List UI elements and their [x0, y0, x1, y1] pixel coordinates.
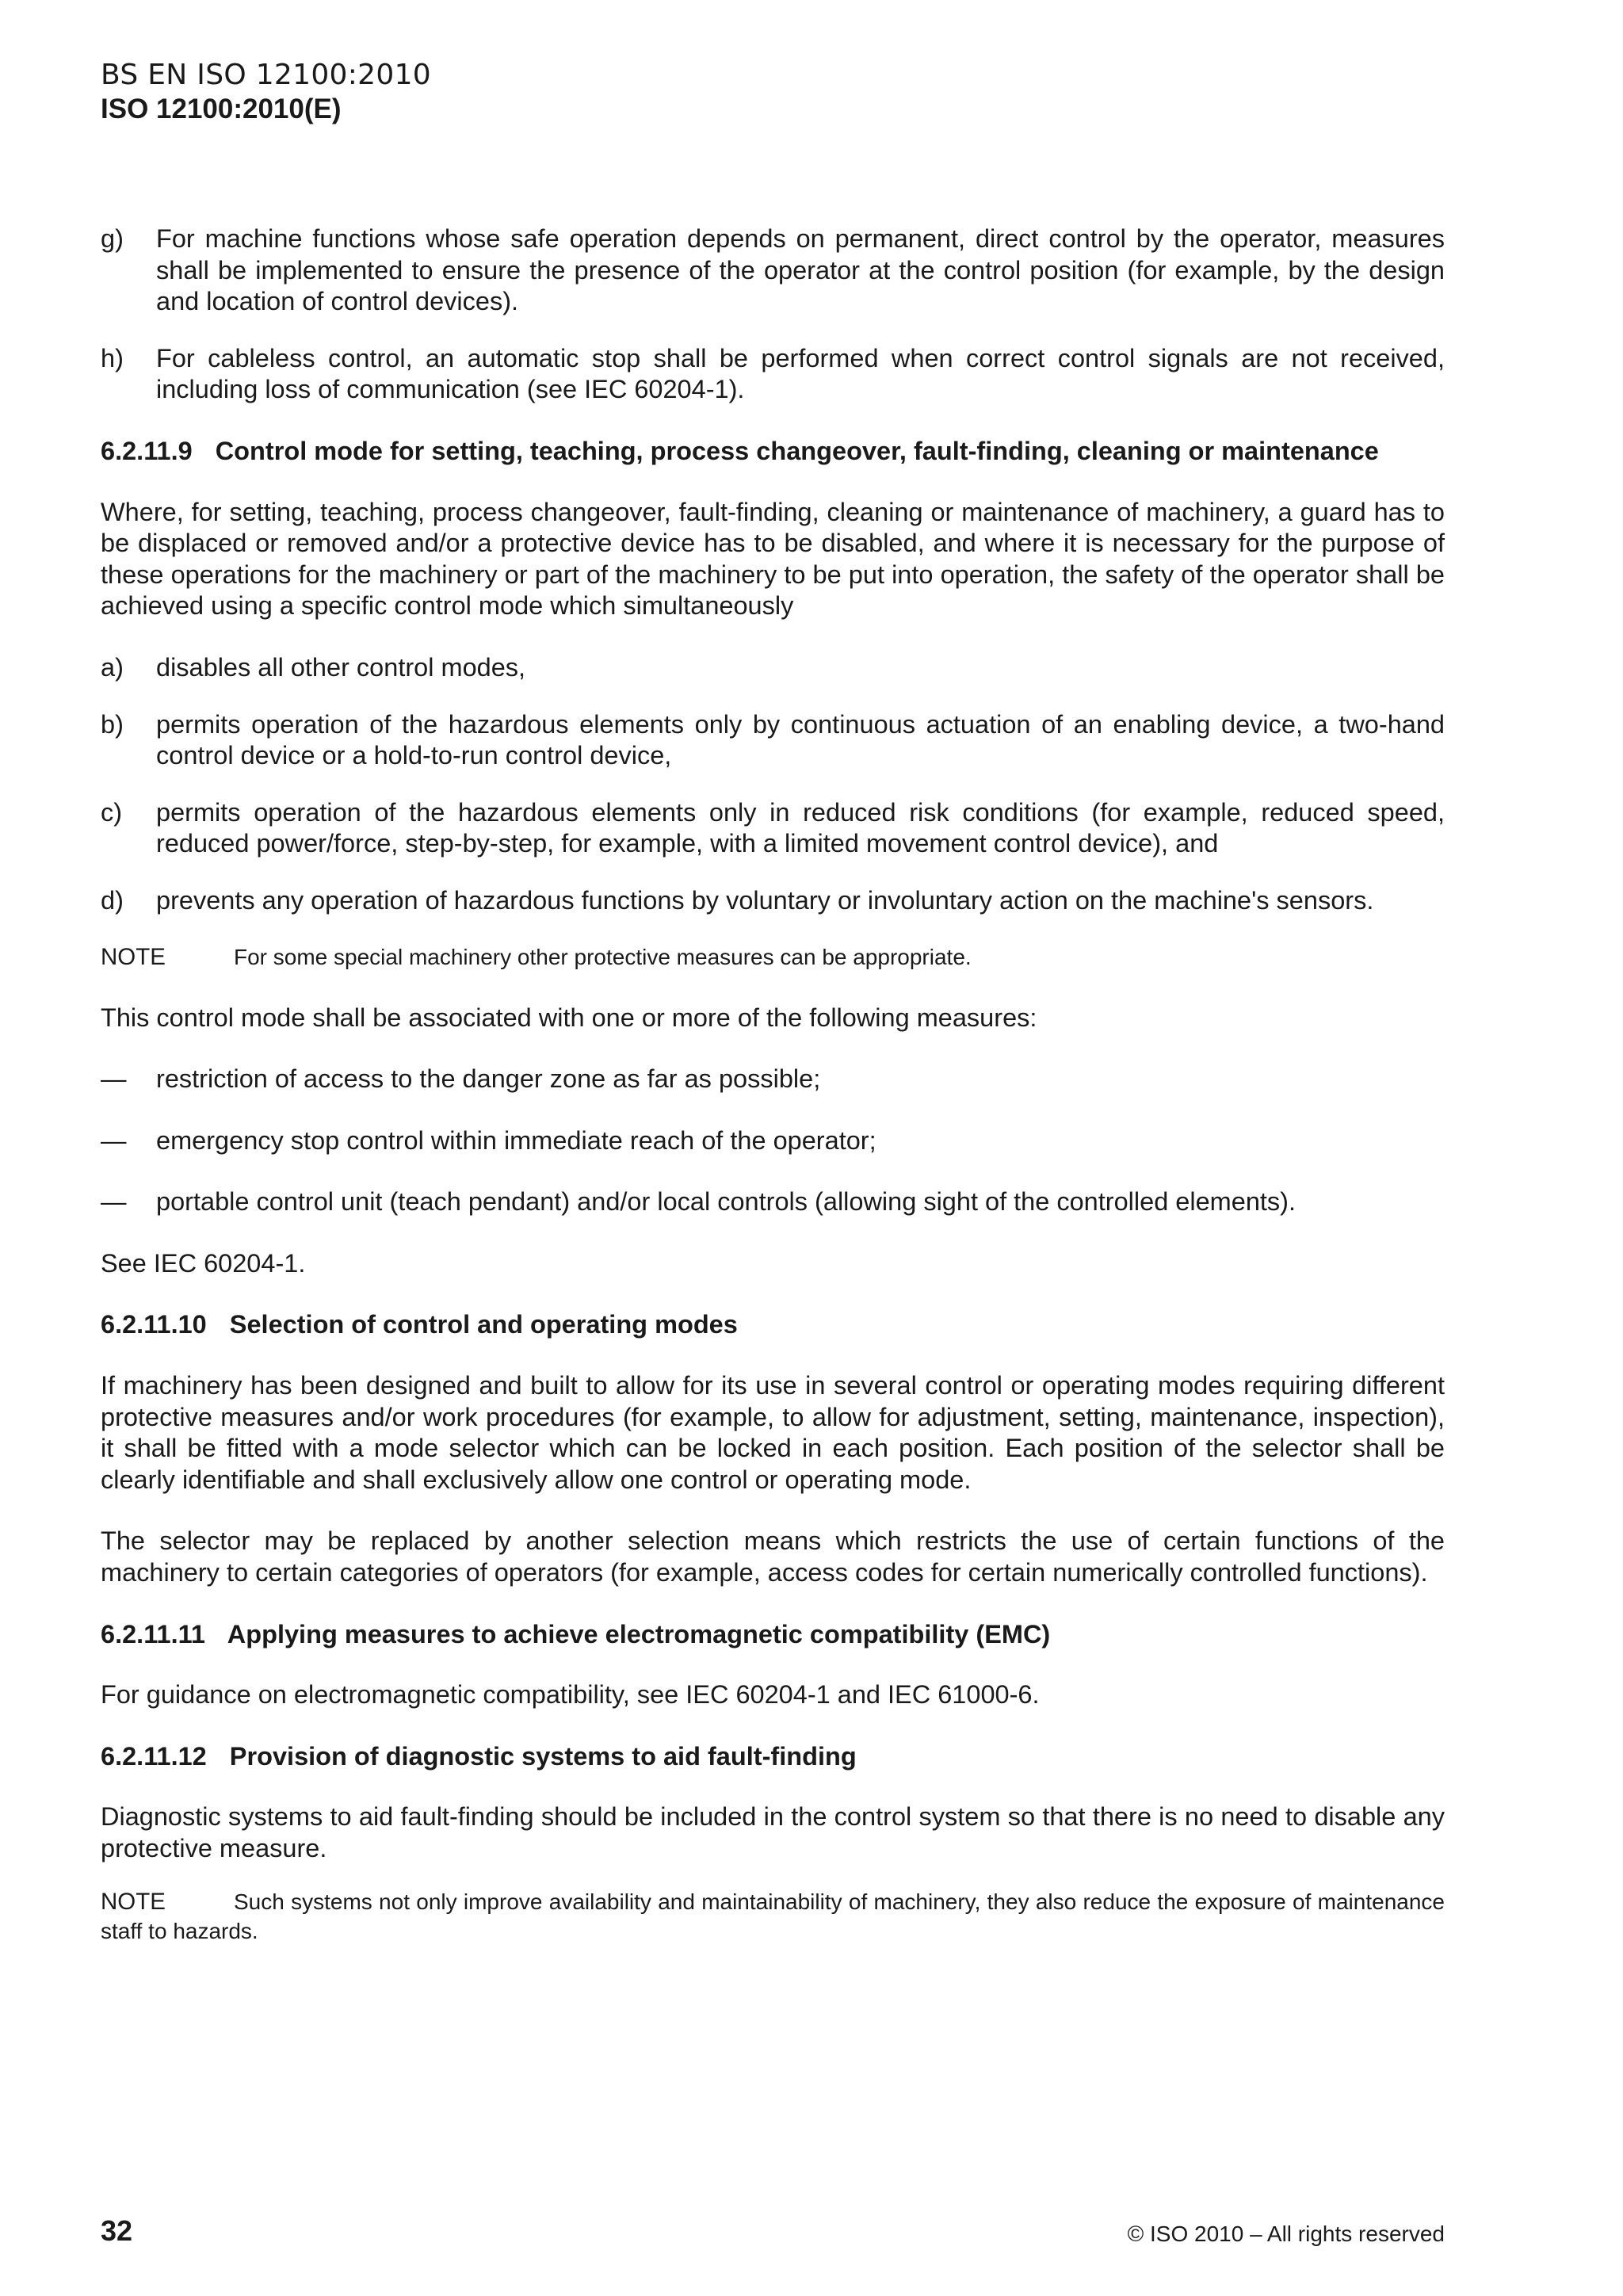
- section-intro-paragraph: Where, for setting, teaching, process changeover, fault-finding, cleaning or maintenance of machinery, a guard has to be displaced or removed and/or a protective device has to be disabled, and where it is necessary for the purpose of these operations for the machinery or part of the machinery to be put into operation, the safety of the operator shall be achieved using a specific control mode which simultaneously: [101, 497, 1445, 621]
- note: [101, 1887, 1445, 1946]
- section-title: Provision of diagnostic systems to aid fault-finding: [229, 1741, 857, 1771]
- section-title: Selection of control and operating modes: [229, 1310, 738, 1339]
- list-label: h): [101, 343, 124, 372]
- list-label: g): [101, 224, 124, 253]
- list-item-g: [101, 223, 1445, 318]
- measures-intro: This control mode shall be associated with one or more of the following measures:: [101, 1003, 1037, 1032]
- note-text: For some special machinery other protective measures can be appropriate.: [234, 944, 972, 969]
- section-number: 6.2.11.11: [101, 1619, 205, 1648]
- list-label: b): [101, 709, 124, 739]
- measure-text: emergency stop control within immediate reach of the operator;: [156, 1125, 876, 1155]
- paragraph: If machinery has been designed and built to allow for its use in several control or operating modes requiring different protective measures and/or work procedures (for example, to allow for adjustment, setting, maintenance, inspection), it shall be fitted with a mode selector which can be locked in each position. Each position of the selector shall be clearly identifiable and shall exclusively allow one control or operating mode.: [101, 1371, 1445, 1494]
- measure-item: [101, 1186, 1445, 1218]
- dash-bullet: —: [101, 1187, 127, 1217]
- paragraph: For guidance on electromagnetic compatibility, see IEC 60204-1 and IEC 61000-6.: [101, 1680, 1040, 1710]
- section-number: 6.2.11.12: [101, 1741, 207, 1771]
- note-text: Such systems not only improve availability and maintainability of machinery, they also reduce the exposure of maintenance staff to hazards.: [101, 1889, 1445, 1943]
- section-heading-6-2-11-11: [101, 1619, 1445, 1651]
- page-number: 32: [101, 2214, 133, 2247]
- section-title: Control mode for setting, teaching, process changeover, fault-finding, cleaning or maintenance: [215, 436, 1379, 465]
- note: [101, 942, 1445, 972]
- list-item-b: [101, 709, 1445, 772]
- list-text: prevents any operation of hazardous functions by voluntary or involuntary action on the machine's sensors.: [156, 885, 1374, 915]
- section-number: 6.2.11.10: [101, 1310, 207, 1339]
- section-heading-6-2-11-9: [101, 436, 1445, 468]
- paragraph: The selector may be replaced by another selection means which restricts the use of certain functions of the machinery to certain categories of operators (for example, access codes for certain numerically controlled functions).: [101, 1526, 1445, 1587]
- measure-text: portable control unit (teach pendant) and/or local controls (allowing sight of the controlled elements).: [156, 1187, 1296, 1217]
- note-tag: NOTE: [101, 943, 166, 970]
- section-title: Applying measures to achieve electromagnetic compatibility (EMC): [227, 1619, 1051, 1648]
- list-text: permits operation of the hazardous elements only in reduced risk conditions (for example, reduced speed, reduced power/force, step-by-step, for example, with a limited movement control device), and: [156, 797, 1445, 858]
- list-item-a: [101, 652, 1445, 684]
- list-text: For machine functions whose safe operation depends on permanent, direct control by the operator, measures shall be implemented to ensure the presence of the operator at the control position (for example, by the design and location of control devices).: [156, 224, 1445, 316]
- see-reference: See IEC 60204-1.: [101, 1248, 306, 1278]
- section-number: 6.2.11.9: [101, 436, 193, 465]
- list-label: a): [101, 652, 124, 682]
- measure-item: [101, 1064, 1445, 1095]
- dash-bullet: —: [101, 1125, 127, 1155]
- measure-text: restriction of access to the danger zone as far as possible;: [156, 1064, 821, 1094]
- list-text: For cableless control, an automatic stop shall be performed when correct control signals are not received, including loss of communication (see IEC 60204-1).: [156, 343, 1445, 404]
- section-heading-6-2-11-10: [101, 1309, 1445, 1341]
- list-item-h: [101, 343, 1445, 406]
- list-label: c): [101, 797, 123, 827]
- section-heading-6-2-11-12: [101, 1741, 1445, 1773]
- standard-reference-iso: ISO 12100:2010(E): [101, 94, 342, 124]
- copyright-notice: © ISO 2010 – All rights reserved: [1127, 2222, 1445, 2246]
- list-label: d): [101, 885, 124, 915]
- standard-reference-bs-en: BS EN ISO 12100:2010: [101, 59, 431, 91]
- list-item-d: [101, 885, 1445, 917]
- list-item-c: [101, 797, 1445, 860]
- note-tag: NOTE: [101, 1888, 166, 1915]
- list-text: disables all other control modes,: [156, 652, 526, 682]
- page-body: [101, 223, 1445, 1977]
- dash-bullet: —: [101, 1064, 127, 1094]
- list-text: permits operation of the hazardous elements only by continuous actuation of an enabling device, a two-hand control device or a hold-to-run control device,: [156, 709, 1445, 770]
- measure-item: [101, 1125, 1445, 1157]
- paragraph: Diagnostic systems to aid fault-finding should be included in the control system so that there is no need to disable any protective measure.: [101, 1802, 1445, 1862]
